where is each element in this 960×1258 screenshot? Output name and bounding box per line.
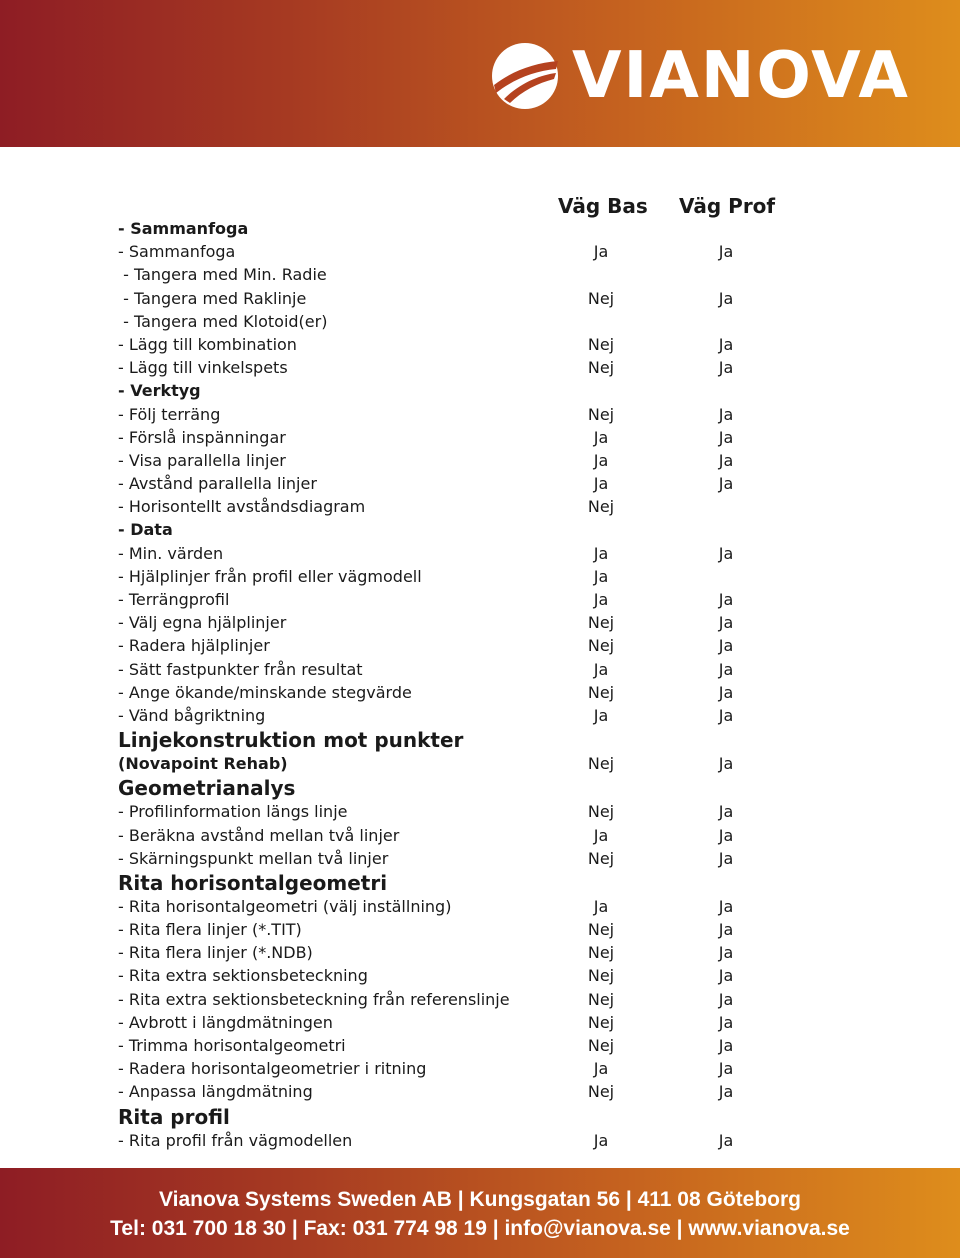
table-row: [118, 495, 818, 518]
row-label: - Rita profil från vägmodellen: [118, 1130, 353, 1150]
table-row: [118, 941, 818, 964]
vag-bas-value: Ja: [593, 474, 609, 494]
table-row: [118, 1011, 818, 1034]
table-row: [118, 588, 818, 611]
vag-prof-value: Ja: [718, 1036, 734, 1055]
vag-prof-value: Ja: [718, 920, 734, 940]
table-row: [118, 1057, 818, 1080]
vag-bas-value: Nej: [587, 920, 615, 940]
table-row: [118, 752, 818, 775]
row-label: - Profilinformation längs linje: [118, 802, 348, 822]
row-label: - Anpassa längdmätning: [118, 1082, 313, 1102]
row-label: - Visa parallella linjer: [118, 450, 286, 470]
table-row: [118, 518, 818, 541]
vag-prof-value: Ja: [718, 636, 734, 656]
vag-bas-value: Ja: [593, 825, 609, 845]
vag-prof-value: Ja: [718, 427, 734, 447]
vag-bas-value: Nej: [587, 636, 615, 656]
table-row: [118, 681, 818, 704]
brand-name: VIANOVA: [572, 39, 910, 113]
table-row: [118, 611, 818, 634]
row-label: - Följ terräng: [118, 404, 221, 424]
table-row: [118, 634, 818, 657]
row-label: - Terrängprofil: [118, 590, 230, 609]
row-label: - Trimma horisontalgeometri: [118, 1036, 346, 1055]
table-row: [118, 800, 818, 823]
row-label: - Horisontellt avståndsdiagram: [118, 497, 366, 517]
vag-prof-value: Ja: [718, 896, 734, 916]
vag-prof-value: Ja: [718, 848, 734, 868]
vag-prof-value: Ja: [718, 590, 734, 609]
vag-prof-value: Ja: [718, 474, 734, 494]
vag-prof-value: Ja: [718, 334, 734, 354]
row-label: - Lägg till kombination: [118, 334, 297, 354]
table-row: [118, 918, 818, 941]
row-label: - Sätt fastpunkter från resultat: [118, 659, 363, 679]
table-row: [118, 449, 818, 472]
vag-prof-value: Ja: [718, 989, 734, 1009]
vag-prof-value: Ja: [718, 1059, 734, 1079]
row-label: - Lägg till vinkelspets: [118, 358, 288, 378]
row-label: - Sammanfoga: [118, 219, 249, 238]
vag-bas-value: Nej: [587, 288, 615, 308]
vag-prof-value: Ja: [718, 613, 734, 633]
table-row: [118, 847, 818, 870]
vag-bas-value: Ja: [593, 1059, 609, 1079]
vag-bas-value: Nej: [587, 848, 615, 868]
vag-bas-value: Ja: [593, 590, 609, 609]
table-row: [118, 988, 818, 1011]
section-heading: [118, 870, 818, 895]
row-label: - Avbrott i längdmätningen: [118, 1012, 333, 1032]
table-row: [118, 356, 818, 379]
vag-prof-value: Ja: [718, 754, 734, 774]
row-label: - Data: [118, 520, 173, 540]
vag-prof-value: Ja: [718, 682, 734, 702]
row-label: - Tangera med Raklinje: [118, 288, 307, 308]
table-row: [118, 658, 818, 681]
vag-bas-value: Ja: [593, 659, 609, 679]
table-row: [118, 240, 818, 263]
vag-bas-value: Nej: [587, 1012, 615, 1032]
row-label: - Radera hjälplinjer: [118, 636, 270, 656]
footer-banner: [0, 1168, 960, 1258]
vag-bas-value: Nej: [587, 1082, 615, 1102]
column-header-vag-prof: Väg Prof: [679, 194, 776, 218]
vag-bas-value: Nej: [587, 404, 615, 424]
row-label: - Min. värden: [118, 543, 224, 563]
table-row: [118, 217, 818, 240]
row-label: - Ange ökande/minskande stegvärde: [118, 682, 412, 702]
vag-bas-value: Ja: [593, 242, 609, 262]
vag-prof-value: Ja: [718, 543, 734, 563]
row-label: Geometrianalys: [118, 776, 296, 801]
vag-bas-value: Nej: [587, 943, 615, 963]
vag-bas-value: Ja: [593, 543, 609, 563]
section-heading: [118, 727, 818, 752]
feature-table: [118, 217, 818, 1152]
table-row: [118, 565, 818, 588]
vag-prof-value: Ja: [718, 1012, 734, 1032]
vianova-logo: [490, 40, 910, 112]
table-row: [118, 964, 818, 987]
vag-prof-value: Ja: [718, 242, 734, 262]
vag-bas-value: Nej: [587, 1036, 615, 1055]
table-row: [118, 542, 818, 565]
vag-prof-value: Ja: [718, 943, 734, 963]
vag-bas-value: Ja: [593, 1130, 609, 1150]
vag-bas-value: Ja: [593, 427, 609, 447]
row-label: - Rita extra sektionsbeteckning: [118, 966, 368, 986]
row-label: - Rita extra sektionsbeteckning från referenslinje: [118, 989, 510, 1009]
row-label: Linjekonstruktion mot punkter: [118, 728, 464, 753]
vag-prof-value: Ja: [718, 966, 734, 986]
table-row: [118, 1129, 818, 1152]
vag-prof-value: Ja: [718, 404, 734, 424]
vag-bas-value: Nej: [587, 802, 615, 822]
vag-prof-value: Ja: [718, 825, 734, 845]
vag-bas-value: Ja: [593, 566, 609, 586]
table-row: [118, 287, 818, 310]
table-row: [118, 704, 818, 727]
footer-address: Vianova Systems Sweden AB | Kungsgatan 56 | 411 08 Göteborg: [159, 1188, 801, 1211]
row-label: - Sammanfoga: [118, 242, 236, 262]
row-label: - Vänd bågriktning: [118, 705, 266, 725]
row-label: - Tangera med Min. Radie: [118, 265, 327, 285]
section-heading: [118, 775, 818, 800]
vianova-logo-mark-icon: [490, 41, 560, 111]
table-row: [118, 379, 818, 402]
vag-bas-value: Nej: [587, 358, 615, 378]
footer-contact: Tel: 031 700 18 30 | Fax: 031 774 98 19 | info@vianova.se | www.vianova.se: [110, 1217, 850, 1240]
table-row: [118, 472, 818, 495]
vag-bas-value: Nej: [587, 682, 615, 702]
table-row: [118, 403, 818, 426]
vag-prof-value: Ja: [718, 802, 734, 822]
row-label: - Förslå inspänningar: [118, 427, 286, 447]
vag-bas-value: Nej: [587, 497, 615, 517]
vag-bas-value: Nej: [587, 613, 615, 633]
vag-bas-value: Nej: [587, 754, 615, 774]
row-label: - Avstånd parallella linjer: [118, 474, 317, 494]
table-row: [118, 333, 818, 356]
vag-prof-value: Ja: [718, 705, 734, 725]
header-banner: [0, 0, 960, 147]
row-label: - Välj egna hjälplinjer: [118, 613, 287, 633]
row-label: - Beräkna avstånd mellan två linjer: [118, 825, 400, 845]
row-label: - Radera horisontalgeometrier i ritning: [118, 1059, 427, 1079]
vag-prof-value: Ja: [718, 659, 734, 679]
table-row: [118, 1034, 818, 1057]
row-label: - Rita flera linjer (*.TIT): [118, 920, 302, 940]
table-row: [118, 263, 818, 286]
section-heading: [118, 1104, 818, 1129]
vag-prof-value: Ja: [718, 358, 734, 378]
vag-prof-value: Ja: [718, 288, 734, 308]
vag-bas-value: Ja: [593, 705, 609, 725]
row-label: (Novapoint Rehab): [118, 754, 288, 774]
row-label: Rita profil: [118, 1104, 230, 1129]
row-label: - Rita horisontalgeometri (välj inställning): [118, 896, 452, 916]
row-label: - Tangera med Klotoid(er): [118, 311, 328, 331]
vag-bas-value: Nej: [587, 334, 615, 354]
vag-prof-value: Ja: [718, 1130, 734, 1150]
vag-bas-value: Nej: [587, 989, 615, 1009]
row-label: - Skärningspunkt mellan två linjer: [118, 848, 389, 868]
table-row: [118, 310, 818, 333]
table-row: [118, 824, 818, 847]
row-label: - Hjälplinjer från profil eller vägmodell: [118, 566, 422, 586]
vag-prof-value: Ja: [718, 450, 734, 470]
column-header-vag-bas: Väg Bas: [558, 194, 648, 218]
row-label: - Verktyg: [118, 381, 201, 401]
vag-prof-value: Ja: [718, 1082, 734, 1102]
row-label: Rita horisontalgeometri: [118, 870, 388, 895]
vag-bas-value: Ja: [593, 450, 609, 470]
table-row: [118, 1080, 818, 1103]
vag-bas-value: Nej: [587, 966, 615, 986]
vag-bas-value: Ja: [593, 896, 609, 916]
table-row: [118, 895, 818, 918]
table-row: [118, 426, 818, 449]
row-label: - Rita flera linjer (*.NDB): [118, 943, 313, 963]
